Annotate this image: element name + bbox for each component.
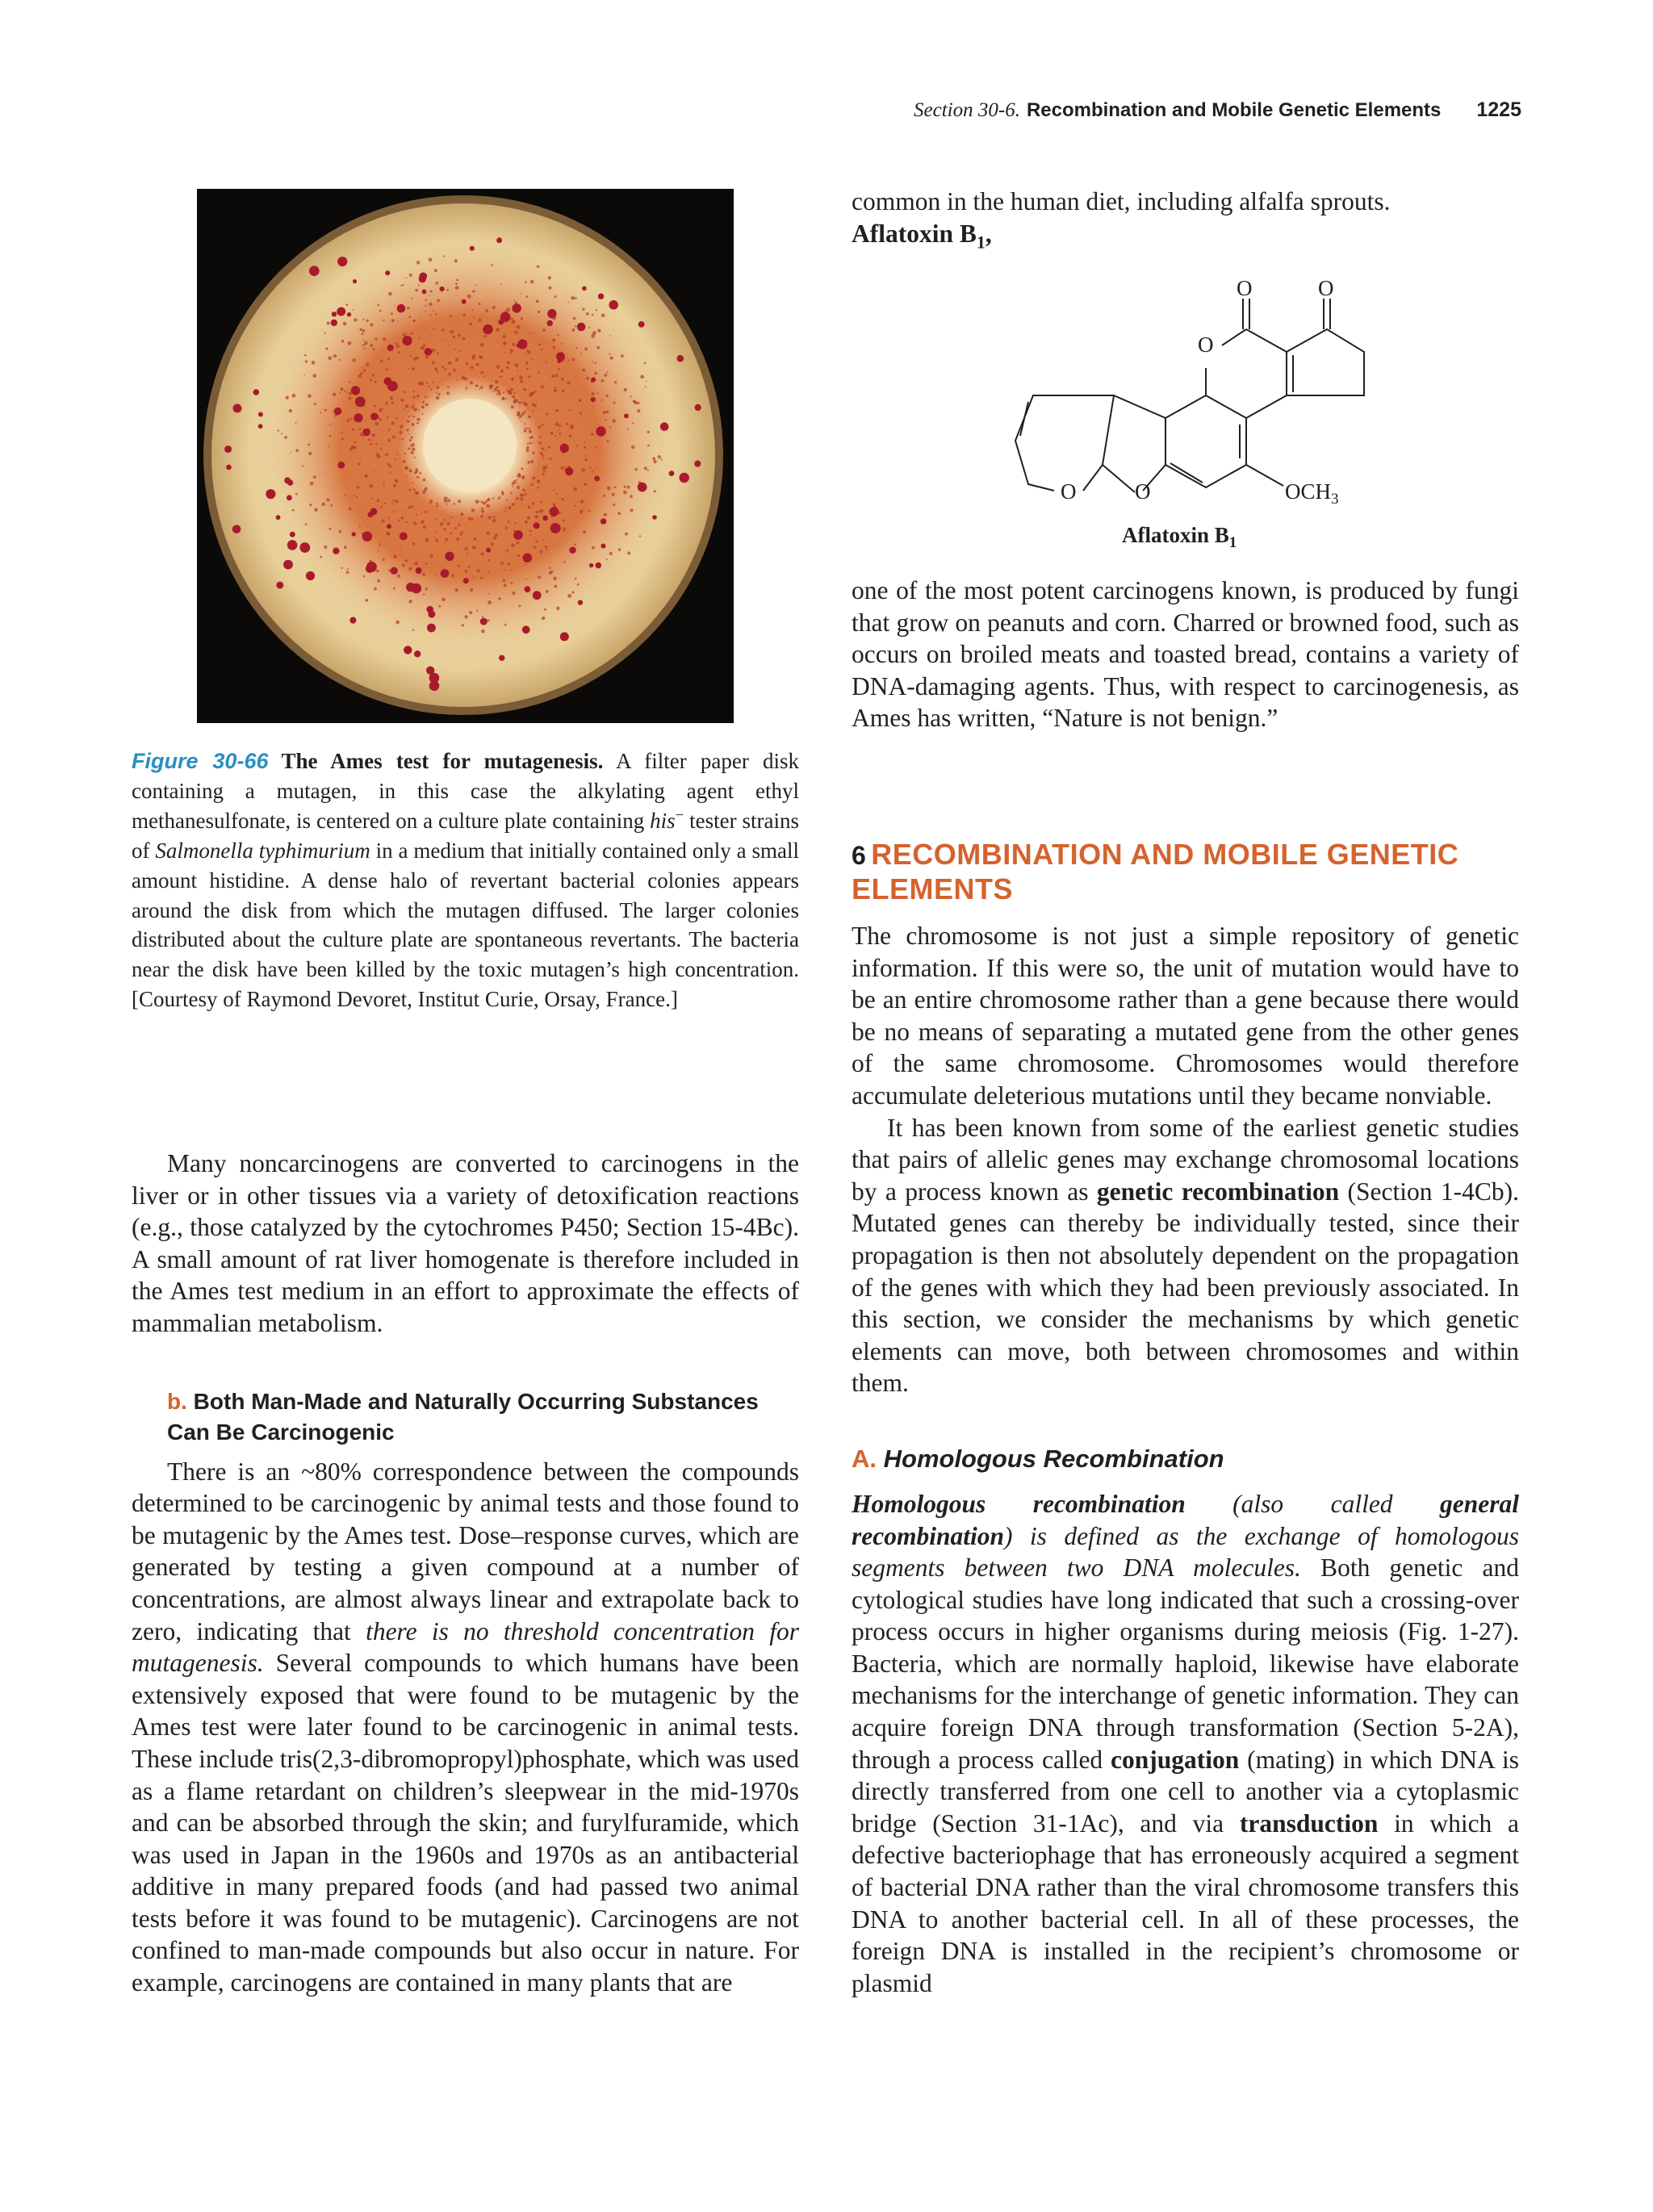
left-p2-text-a: There is an ~80% correspondence between the compounds determined to be carcinogenic by animal tests and those found to be mutagenic by the Ames test. Dose–response curves, which are generated by testing a given compound at a number of concentrations, are almost always linear and extrapolate back to zero, indicating that xyxy=(132,1457,799,1645)
subsection-title-b: Both Man-Made and Naturally Occurring Substances Can Be Carcinogenic xyxy=(167,1388,759,1445)
right-paragraph-3 xyxy=(852,1488,1519,2000)
caption-his-sup: − xyxy=(675,806,684,824)
right-p2-text-a: It has been known from some of the earliest genetic studies that pairs of allelic genes may exchange chromosomal locations by a process known as xyxy=(852,1113,1519,1206)
left-p2-text-b: Several compounds to which humans have been extensively exposed that were found to be mutagenic by the Ames test were later found to be carcinogenic in animal tests. These include tris(2,3-dibromopropyl)phosphate, which was used as a flame retardant on children’s sleepwear in the mid-1970s and can be absorbed through the skin; and furylfuramide, which was used in Japan in the 1960s and 1970s as an antibacterial additive in many prepared foods (and had passed two animal tests before it was found to be mutagenic). Carcinogens are not confined to man-made compounds but also occur in nature. For example, carcinogens are contained in many plants that are xyxy=(132,1649,799,1997)
struct-o-1: O xyxy=(1237,276,1253,300)
running-head-section: Section 30-6. xyxy=(914,99,1020,121)
page-number: 1225 xyxy=(1476,98,1521,121)
right-p3-text-b: (mating) in which DNA is directly transferred from one cell to another via a cytoplasmic bridge (Section 31-1Ac), and via xyxy=(852,1745,1520,1838)
right-p3-italic-1: (also called xyxy=(1185,1489,1440,1518)
term-general-recombination: general recombination xyxy=(852,1489,1519,1550)
term-conjugation: conjugation xyxy=(1111,1745,1240,1774)
term-homologous-recombination: Homologous recombination xyxy=(852,1489,1186,1518)
left-column xyxy=(132,1148,799,1999)
right-column-body xyxy=(852,920,1519,1999)
struct-o-2: O xyxy=(1318,276,1334,300)
caption-text-1: A filter paper disk containing a mutagen, in this case the alkylating agent ethyl methanesulfonate, is centered on a culture plate containing xyxy=(132,749,800,833)
aflatoxin-bold-tail: , xyxy=(985,219,992,248)
ames-test-plate-photo xyxy=(197,189,734,723)
section-heading-6 xyxy=(852,838,1519,906)
left-p2-italic: there is no threshold concentration for mutagenesis. xyxy=(132,1616,800,1678)
aflatoxin-bold xyxy=(852,219,992,252)
right-column-middle xyxy=(852,575,1519,734)
aflatoxin-bold-text: Aflatoxin B xyxy=(852,219,977,248)
section-title: RECOMBINATION AND MOBILE GENETIC ELEMENTS xyxy=(852,838,1459,905)
aflatoxin-bold-sub: 1 xyxy=(976,231,986,252)
subsection-letter-a: A. xyxy=(852,1444,877,1473)
caption-his: his xyxy=(650,808,676,833)
right-top-paragraph xyxy=(852,186,1519,252)
left-paragraph-1: Many noncarcinogens are converted to carcinogens in the liver or in other tissues via a variety of detoxification reactions (e.g., those catalyzed by the cytochromes P450; Section 15-4Bc). A small amount of rat liver homogenate is therefore included in the Ames test medium in an effort to approximate the effects of mammalian metabolism. xyxy=(132,1149,799,1337)
term-transduction: transduction xyxy=(1239,1808,1379,1838)
subsection-heading-a xyxy=(852,1443,1519,1475)
figure-label: Figure 30-66 xyxy=(132,749,269,773)
figure-caption xyxy=(132,746,799,1014)
right-p2-bold: genetic recombination xyxy=(1096,1177,1340,1206)
right-paragraph-2 xyxy=(852,1112,1519,1399)
right-p3-text-c: in which a defective bacteriophage that has erroneously acquired a segment of bacterial DNA rather than the viral chromosome transfers this DNA to another bacterial cell. In all of these processes, the foreign DNA is installed in the recipient’s chromosome or plasmid xyxy=(852,1808,1519,1997)
section-number: 6 xyxy=(852,841,867,870)
running-head-title: Recombination and Mobile Genetic Elements xyxy=(1026,99,1442,121)
right-top-text: common in the human diet, including alfalfa sprouts. xyxy=(852,187,1391,215)
running-head xyxy=(914,98,1521,122)
right-p3-text-a: Both genetic and cytological studies have long indicated that such a crossing-over process occurs in higher organisms during meiosis (Fig. 1-27). Bacteria, which are normally haploid, likewise have elaborate mechanisms for the interchange of genetic information. They can acquire foreign DNA through transformation (Section 5-2A), through a process called xyxy=(852,1553,1519,1774)
subsection-title-a: Homologous Recombination xyxy=(883,1444,1224,1473)
figure-title: The Ames test for mutagenesis. xyxy=(281,749,604,773)
right-p2-text-b: (Section 1-4Cb). Mutated genes can thereby be individually tested, since their propagation is then not absolutely dependent on the propagation of the genes with which they had been previously associated. In this section, we consider the mechanisms by which genetic elements can move, both between chromosomes and within them. xyxy=(852,1177,1519,1398)
right-p3-italic-2: ) is defined as the exchange of homologous segments between two DNA molecules. xyxy=(852,1521,1519,1583)
struct-o-5: O xyxy=(1135,479,1151,504)
struct-name: Aflatoxin $B_1$ xyxy=(1122,523,1237,551)
struct-o-4: O xyxy=(1061,479,1077,504)
caption-species: Salmonella typhimurium xyxy=(155,838,370,863)
right-paragraph-1: The chromosome is not just a simple repository of genetic information. If this were so, the unit of mutation would have to be an entire chromosome rather than a gene because there would be no means of separating a mutated gene from the other genes of the same chromosome. Chromosomes would therefore accumulate deleterious mutations until they became nonviable. xyxy=(852,922,1519,1110)
struct-och3: $OCH_3$ xyxy=(1285,479,1339,508)
subsection-heading-b xyxy=(167,1386,799,1448)
subsection-letter-b: b. xyxy=(167,1388,187,1414)
left-paragraph-2 xyxy=(132,1456,799,1999)
right-mid-paragraph: one of the most potent carcinogens known, is produced by fungi that grow on peanuts and corn. Charred or browned food, such as occurs on broiled meats and toasted bread, contains a variety of DNA-damaging agents. Thus, with respect to carcinogenesis, as Ames has written, “Nature is not benign.” xyxy=(852,576,1519,733)
aflatoxin-structure xyxy=(993,274,1396,557)
right-column-top xyxy=(852,186,1519,252)
caption-text-3: in a medium that initially contained only a small amount histidine. A dense halo of revertant bacterial colonies appears around the disk from which the mutagen diffused. The larger colonies distributed about the culture plate are spontaneous revertants. The bacteria near the disk have been killed by the toxic mutagen’s high concentration. [Courtesy of Raymond Devoret, Institut Curie, Orsay, France.] xyxy=(132,838,799,1012)
caption-text-2: tester strains of xyxy=(132,808,799,863)
struct-o-3: O xyxy=(1198,332,1214,357)
